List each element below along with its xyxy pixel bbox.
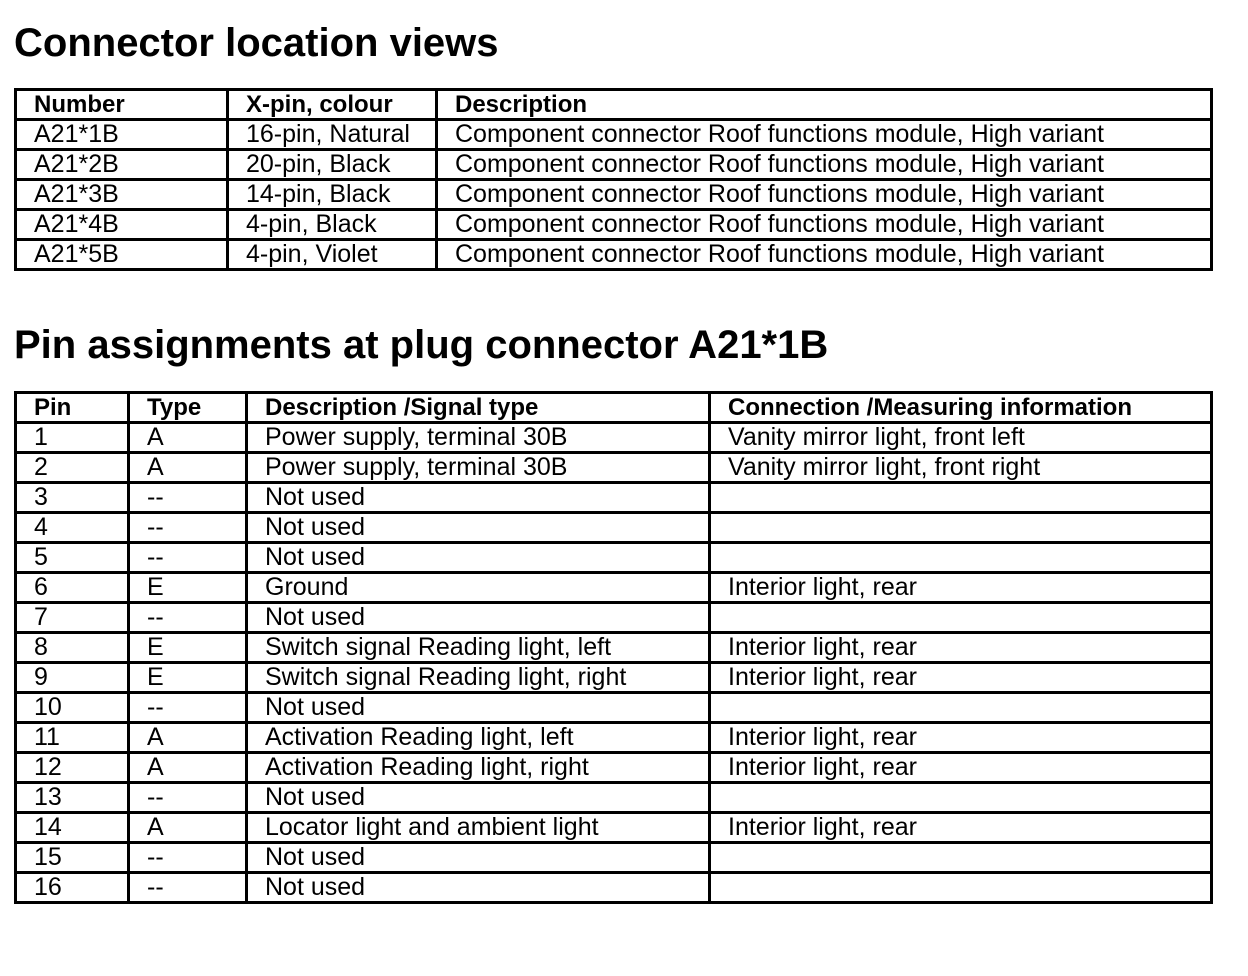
pin-number-cell: 9 <box>16 663 129 693</box>
column-header-number: Number <box>16 90 228 120</box>
table-row <box>16 453 1212 483</box>
table-row <box>16 573 1212 603</box>
table-header-row <box>16 90 1212 120</box>
pin-connection-cell <box>710 543 1212 573</box>
pin-connection-cell <box>710 843 1212 873</box>
pin-number-cell: 13 <box>16 783 129 813</box>
pin-description-cell: Not used <box>247 843 710 873</box>
table-row <box>16 483 1212 513</box>
pin-assignments-title: Pin assignments at plug connector A21*1B <box>14 323 829 367</box>
pin-number-cell: 12 <box>16 753 129 783</box>
pin-connection-cell: Interior light, rear <box>710 753 1212 783</box>
pin-number-cell: 2 <box>16 453 129 483</box>
pin-connection-cell: Vanity mirror light, front left <box>710 423 1212 453</box>
pin-number-cell: 4 <box>16 513 129 543</box>
pin-type-cell: -- <box>129 783 247 813</box>
column-header-connection-info: Connection /Measuring information <box>710 393 1212 423</box>
pin-description-cell: Not used <box>247 603 710 633</box>
pin-type-cell: -- <box>129 483 247 513</box>
pin-description-cell: Ground <box>247 573 710 603</box>
table-row <box>16 210 1212 240</box>
table-row <box>16 120 1212 150</box>
pin-description-cell: Not used <box>247 543 710 573</box>
connector-description-cell: Component connector Roof functions module, High variant <box>437 150 1212 180</box>
table-row <box>16 603 1212 633</box>
pin-assignments-table <box>14 391 1213 904</box>
table-row <box>16 783 1212 813</box>
pin-connection-cell: Interior light, rear <box>710 573 1212 603</box>
table-row <box>16 723 1212 753</box>
table-row <box>16 543 1212 573</box>
connector-pin-colour-cell: 14-pin, Black <box>228 180 437 210</box>
pin-description-cell: Switch signal Reading light, left <box>247 633 710 663</box>
pin-description-cell: Not used <box>247 783 710 813</box>
pin-number-cell: 11 <box>16 723 129 753</box>
connector-pin-colour-cell: 4-pin, Violet <box>228 240 437 270</box>
pin-description-cell: Power supply, terminal 30B <box>247 453 710 483</box>
pin-number-cell: 10 <box>16 693 129 723</box>
pin-description-cell: Activation Reading light, left <box>247 723 710 753</box>
pin-number-cell: 8 <box>16 633 129 663</box>
pin-type-cell: -- <box>129 603 247 633</box>
pin-number-cell: 1 <box>16 423 129 453</box>
column-header-pin: Pin <box>16 393 129 423</box>
pin-connection-cell: Interior light, rear <box>710 813 1212 843</box>
connector-description-cell: Component connector Roof functions module, High variant <box>437 180 1212 210</box>
pin-type-cell: A <box>129 753 247 783</box>
pin-connection-cell: Interior light, rear <box>710 663 1212 693</box>
column-header-x-pin-colour: X-pin, colour <box>228 90 437 120</box>
pin-description-cell: Not used <box>247 483 710 513</box>
pin-description-cell: Not used <box>247 513 710 543</box>
connector-pin-colour-cell: 16-pin, Natural <box>228 120 437 150</box>
table-row <box>16 633 1212 663</box>
pin-number-cell: 14 <box>16 813 129 843</box>
pin-connection-cell <box>710 603 1212 633</box>
column-header-signal-description: Description /Signal type <box>247 393 710 423</box>
connector-pin-colour-cell: 4-pin, Black <box>228 210 437 240</box>
table-row <box>16 693 1212 723</box>
pin-description-cell: Activation Reading light, right <box>247 753 710 783</box>
connector-location-title: Connector location views <box>14 21 499 65</box>
pin-connection-cell: Vanity mirror light, front right <box>710 453 1212 483</box>
pin-description-cell: Not used <box>247 693 710 723</box>
connector-pin-colour-cell: 20-pin, Black <box>228 150 437 180</box>
pin-description-cell: Power supply, terminal 30B <box>247 423 710 453</box>
pin-type-cell: -- <box>129 513 247 543</box>
pin-number-cell: 3 <box>16 483 129 513</box>
table-header-row <box>16 393 1212 423</box>
pin-type-cell: E <box>129 573 247 603</box>
pin-type-cell: A <box>129 723 247 753</box>
pin-connection-cell <box>710 783 1212 813</box>
pin-description-cell: Locator light and ambient light <box>247 813 710 843</box>
connector-description-cell: Component connector Roof functions module, High variant <box>437 240 1212 270</box>
pin-connection-cell <box>710 873 1212 903</box>
table-row <box>16 240 1212 270</box>
table-row <box>16 150 1212 180</box>
table-row <box>16 180 1212 210</box>
pin-description-cell: Switch signal Reading light, right <box>247 663 710 693</box>
column-header-description: Description <box>437 90 1212 120</box>
table-row <box>16 663 1212 693</box>
pin-number-cell: 7 <box>16 603 129 633</box>
pin-type-cell: -- <box>129 693 247 723</box>
pin-connection-cell <box>710 513 1212 543</box>
pin-type-cell: E <box>129 633 247 663</box>
table-row <box>16 873 1212 903</box>
pin-number-cell: 5 <box>16 543 129 573</box>
pin-connection-cell: Interior light, rear <box>710 633 1212 663</box>
pin-connection-cell <box>710 483 1212 513</box>
connector-number-cell: A21*1B <box>16 120 228 150</box>
table-row <box>16 753 1212 783</box>
pin-description-cell: Not used <box>247 873 710 903</box>
pin-type-cell: -- <box>129 543 247 573</box>
table-row <box>16 423 1212 453</box>
pin-type-cell: -- <box>129 843 247 873</box>
pin-number-cell: 16 <box>16 873 129 903</box>
pin-number-cell: 15 <box>16 843 129 873</box>
pin-type-cell: A <box>129 453 247 483</box>
connector-description-cell: Component connector Roof functions module, High variant <box>437 210 1212 240</box>
pin-connection-cell: Interior light, rear <box>710 723 1212 753</box>
pin-type-cell: -- <box>129 873 247 903</box>
connector-number-cell: A21*4B <box>16 210 228 240</box>
table-row <box>16 843 1212 873</box>
pin-connection-cell <box>710 693 1212 723</box>
connector-number-cell: A21*5B <box>16 240 228 270</box>
column-header-type: Type <box>129 393 247 423</box>
connector-description-cell: Component connector Roof functions module, High variant <box>437 120 1212 150</box>
connector-number-cell: A21*2B <box>16 150 228 180</box>
connector-number-cell: A21*3B <box>16 180 228 210</box>
table-row <box>16 813 1212 843</box>
pin-number-cell: 6 <box>16 573 129 603</box>
pin-type-cell: A <box>129 813 247 843</box>
table-row <box>16 513 1212 543</box>
pin-type-cell: E <box>129 663 247 693</box>
pin-type-cell: A <box>129 423 247 453</box>
connector-location-table <box>14 88 1213 271</box>
